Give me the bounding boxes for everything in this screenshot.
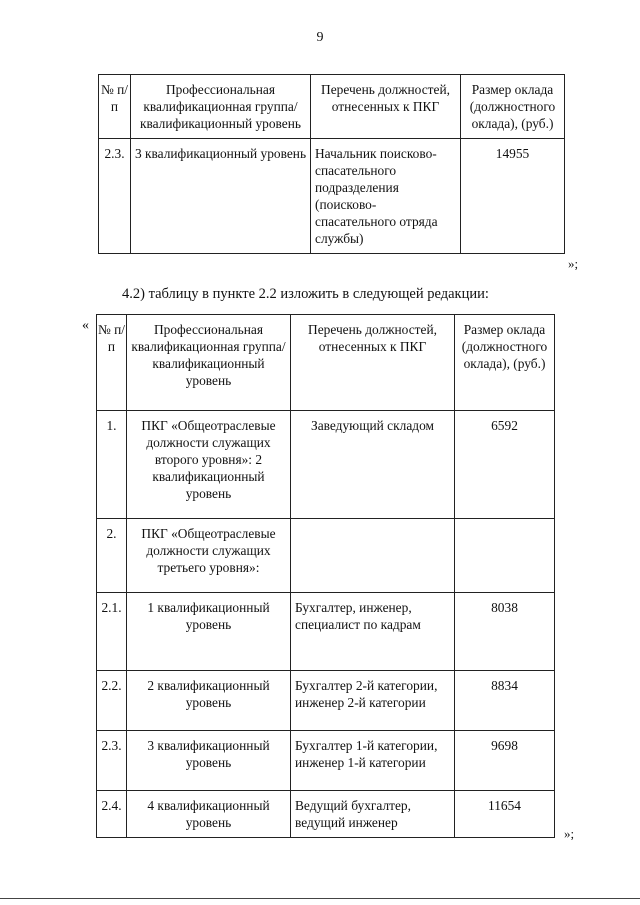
closing-quote: »;	[568, 256, 579, 271]
row-number: 2.1.	[97, 593, 127, 671]
row-number: 2.4.	[97, 791, 127, 838]
qualification-level: 3 квалификационный уровень	[127, 731, 291, 791]
positions-list: Бухгалтер 2-й категории, инженер 2-й категории	[291, 671, 455, 731]
table-header-row	[99, 75, 565, 139]
positions-list: Ведущий бухгалтер, ведущий инженер	[291, 791, 455, 838]
header-cell: Перечень должностей, отнесенных к ПКГ	[311, 75, 461, 139]
page-number: 9	[316, 30, 324, 45]
row-number: 1.	[97, 411, 127, 519]
positions-list: Начальник поисково-спасательного подразделения (поисково-спасательного отряда службы)	[311, 139, 461, 254]
table-row	[97, 731, 555, 791]
salary-value: 9698	[455, 731, 555, 791]
salary-table-top	[98, 74, 565, 254]
table-row	[97, 791, 555, 838]
table-row	[99, 139, 565, 254]
opening-quote: «	[82, 318, 89, 333]
header-cell: Профессиональная квалификационная группа/ квалификационный уровень	[131, 75, 311, 139]
positions-list: Бухгалтер, инженер, специалист по кадрам	[291, 593, 455, 671]
header-cell: Профессиональная квалификационная группа/ квалификационный уровень	[127, 315, 291, 411]
positions-list: Бухгалтер 1-й категории, инженер 1-й категории	[291, 731, 455, 791]
qualification-level: 1 квалификационный уровень	[127, 593, 291, 671]
header-cell: Размер оклада (должностного оклада), (руб.)	[455, 315, 555, 411]
table-row	[97, 411, 555, 519]
table-header-row	[97, 315, 555, 411]
header-cell: № п/п	[97, 315, 127, 411]
header-cell: № п/п	[99, 75, 131, 139]
table-row	[97, 519, 555, 593]
table-row	[97, 671, 555, 731]
positions-list	[291, 519, 455, 593]
salary-value: 8834	[455, 671, 555, 731]
closing-quote: »;	[564, 826, 575, 841]
qualification-level: 4 квалификационный уровень	[127, 791, 291, 838]
page-bottom-rule	[0, 898, 640, 899]
qualification-level: ПКГ «Общеотраслевые должности служащих второго уровня»: 2 квалификационный уровень	[127, 411, 291, 519]
salary-value: 14955	[461, 139, 565, 254]
salary-value: 11654	[455, 791, 555, 838]
table-row	[97, 593, 555, 671]
positions-list: Заведующий складом	[291, 411, 455, 519]
row-number: 2.3.	[97, 731, 127, 791]
header-cell: Размер оклада (должностного оклада), (руб.)	[461, 75, 565, 139]
instruction-text: 4.2) таблицу в пункте 2.2 изложить в следующей редакции:	[122, 286, 489, 302]
row-number: 2.2.	[97, 671, 127, 731]
qualification-level: ПКГ «Общеотраслевые должности служащих третьего уровня»:	[127, 519, 291, 593]
qualification-level: 2 квалификационный уровень	[127, 671, 291, 731]
row-number: 2.	[97, 519, 127, 593]
salary-table-main	[96, 314, 555, 838]
salary-value: 6592	[455, 411, 555, 519]
salary-value	[455, 519, 555, 593]
salary-value: 8038	[455, 593, 555, 671]
qualification-level: 3 квалификационный уровень	[131, 139, 311, 254]
row-number: 2.3.	[99, 139, 131, 254]
header-cell: Перечень должностей, отнесенных к ПКГ	[291, 315, 455, 411]
